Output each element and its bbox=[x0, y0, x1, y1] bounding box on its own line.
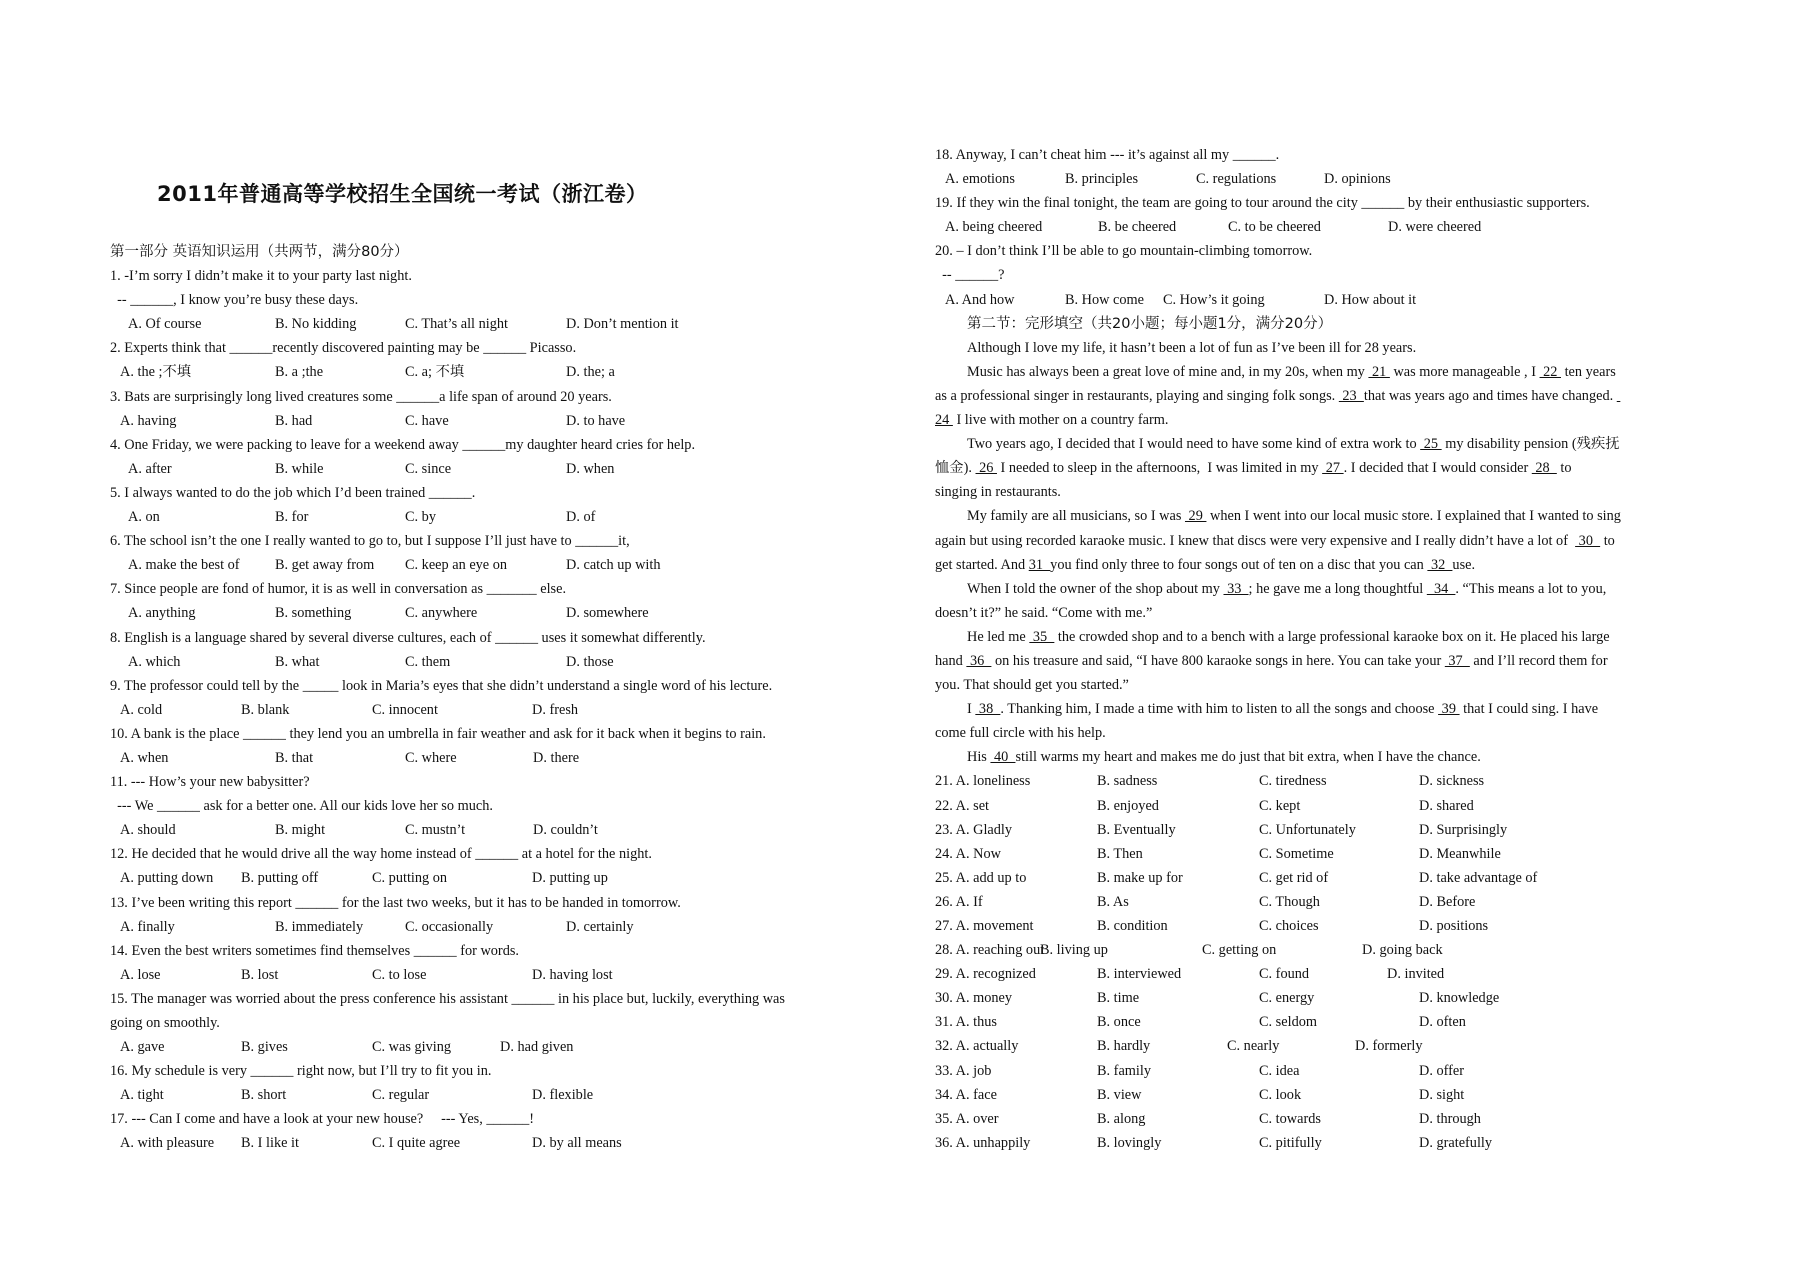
answer-option: B. interviewed bbox=[1097, 966, 1182, 983]
answer-option: C. was giving bbox=[372, 1039, 452, 1056]
right-questions bbox=[935, 143, 1735, 1155]
answer-option: B. family bbox=[1097, 1062, 1152, 1079]
answer-option: 25. A. add up to bbox=[935, 869, 1027, 886]
answer-option: C. seldom bbox=[1259, 1014, 1317, 1031]
answer-option: B. once bbox=[1097, 1014, 1141, 1031]
answer-options bbox=[935, 938, 1735, 962]
section-heading: 第二节：完形填空（共20小题；每小题1分，满分20分） bbox=[967, 315, 1333, 332]
question-line: 12. He decided that he would drive all the way home instead of ______ at a hotel for the night. bbox=[110, 846, 652, 863]
answer-option: B. hardly bbox=[1097, 1038, 1151, 1055]
answer-option: B. a ;the bbox=[275, 364, 324, 381]
answer-option: C. where bbox=[405, 749, 457, 766]
answer-option: B. along bbox=[1097, 1110, 1146, 1127]
answer-option: 27. A. movement bbox=[935, 918, 1034, 934]
answer-option: D. invited bbox=[1387, 966, 1445, 983]
passage-line: When I told the owner of the shop about my 33 ; he gave me a long thoughtful 34 . “This means a lot to you, bbox=[967, 580, 1607, 597]
answer-option: D. there bbox=[533, 749, 580, 766]
answer-option: C. How’s it going bbox=[1163, 291, 1265, 308]
answer-option: B. Then bbox=[1097, 845, 1143, 862]
answer-option: B. for bbox=[275, 509, 309, 526]
answer-option: B. while bbox=[275, 460, 324, 477]
answer-option: D. flexible bbox=[532, 1087, 594, 1104]
exam-title: 2011年普通高等学校招生全国统一考试（浙江卷） bbox=[157, 182, 648, 206]
answer-option: A. Of course bbox=[128, 316, 202, 333]
answer-option: D. How about it bbox=[1324, 291, 1417, 308]
answer-options bbox=[110, 312, 910, 336]
answer-option: D. couldn’t bbox=[533, 822, 598, 839]
question-line: 14. Even the best writers sometimes find themselves ______ for words. bbox=[110, 942, 519, 959]
passage-line: My family are all musicians, so I was 29 when I went into our local music store. I explained that I wanted to sing bbox=[967, 508, 1621, 525]
answer-option: A. being cheered bbox=[945, 219, 1043, 236]
answer-option: D. Before bbox=[1419, 893, 1476, 910]
answer-option: C. a; 不填 bbox=[405, 364, 465, 381]
answer-option: 26. A. If bbox=[935, 893, 983, 910]
question-line: 8. English is a language shared by several diverse cultures, each of ______ uses it somewhat differently. bbox=[110, 629, 706, 646]
answer-options bbox=[110, 409, 910, 433]
answer-option: D. going back bbox=[1362, 942, 1443, 959]
question-line: 2. Experts think that ______recently discovered painting may be ______ Picasso. bbox=[110, 340, 577, 357]
answer-option: B. No kidding bbox=[275, 316, 357, 333]
answer-option: C. regulations bbox=[1196, 171, 1277, 188]
answer-option: B. gives bbox=[241, 1039, 288, 1056]
answer-option: A. after bbox=[128, 460, 172, 477]
answer-option: 34. A. face bbox=[935, 1086, 997, 1103]
question-line: -- ______, I know you’re busy these days. bbox=[110, 292, 359, 309]
question-line: 17. --- Can I come and have a look at your new house? --- Yes, ______! bbox=[110, 1111, 535, 1128]
answer-option: D. of bbox=[566, 509, 596, 526]
answer-option: B. something bbox=[275, 605, 352, 622]
question-line: 3. Bats are surprisingly long lived creatures some ______a life span of around 20 years. bbox=[110, 388, 612, 405]
answer-options bbox=[935, 1034, 1735, 1058]
question-line: --- We ______ ask for a better one. All our kids love her so much. bbox=[110, 798, 493, 815]
answer-options bbox=[935, 890, 1735, 914]
answer-options bbox=[110, 1083, 910, 1107]
question-line: 20. – I don’t think I’ll be able to go mountain-climbing tomorrow. bbox=[935, 243, 1313, 260]
answer-option: C. them bbox=[405, 653, 451, 670]
answer-options bbox=[935, 1083, 1735, 1107]
answer-options bbox=[935, 962, 1735, 986]
answer-option: D. had given bbox=[500, 1039, 574, 1056]
answer-options bbox=[110, 1131, 910, 1155]
answer-option: D. to have bbox=[566, 412, 626, 429]
answer-options bbox=[110, 746, 910, 770]
answer-option: B. what bbox=[275, 653, 320, 670]
answer-option: B. make up for bbox=[1097, 869, 1183, 886]
answer-option: B. enjoyed bbox=[1097, 797, 1159, 814]
answer-option: D. somewhere bbox=[566, 605, 649, 622]
question-line: 18. Anyway, I can’t cheat him --- it’s against all my ______. bbox=[935, 147, 1280, 163]
question-line: doesn’t it?” he said. “Come with me.” bbox=[935, 604, 1153, 621]
answer-option: C. occasionally bbox=[405, 918, 494, 935]
answer-options bbox=[110, 553, 910, 577]
answer-option: C. get rid of bbox=[1259, 869, 1329, 886]
answer-option: A. tight bbox=[120, 1087, 164, 1104]
answer-option: 28. A. reaching out bbox=[935, 942, 1045, 959]
answer-option: D. having lost bbox=[532, 966, 613, 983]
answer-option: C. pitifully bbox=[1259, 1134, 1322, 1151]
question-line: Although I love my life, it hasn’t been a lot of fun as I’ve been ill for 28 years. bbox=[967, 339, 1417, 356]
answer-option: C. getting on bbox=[1202, 942, 1277, 959]
question-line: 13. I’ve been writing this report ______ for the last two weeks, but it has to be handed in tomorrow. bbox=[110, 894, 681, 911]
answer-option: 32. A. actually bbox=[935, 1038, 1019, 1055]
answer-option: C. look bbox=[1259, 1086, 1302, 1103]
answer-option: B. had bbox=[275, 412, 313, 429]
answer-option: C. to be cheered bbox=[1228, 219, 1321, 236]
answer-option: B. time bbox=[1097, 990, 1140, 1007]
answer-option: C. mustn’t bbox=[405, 822, 466, 839]
answer-option: 23. A. Gladly bbox=[935, 821, 1013, 838]
answer-option: 31. A. thus bbox=[935, 1014, 997, 1031]
answer-option: C. Unfortunately bbox=[1259, 821, 1356, 838]
answer-options bbox=[935, 1059, 1735, 1083]
passage-line: Two years ago, I decided that I would need to have some kind of extra work to 25 my disability pension (残疾抚 bbox=[967, 436, 1620, 453]
answer-options bbox=[110, 360, 910, 384]
answer-option: B. might bbox=[275, 822, 326, 839]
passage-line: 24 I live with mother on a country farm. bbox=[935, 412, 1169, 429]
passage-line: He led me 35 the crowded shop and to a bench with a large professional karaoke box on it. He placed his large bbox=[967, 628, 1610, 645]
passage-line: as a professional singer in restaurants, playing and singing folk songs. 23 that was years ago and times have changed. bbox=[935, 387, 1617, 404]
answer-option: D. when bbox=[566, 460, 615, 477]
question-line: going on smoothly. bbox=[110, 1015, 220, 1031]
answer-option: B. Eventually bbox=[1097, 821, 1176, 838]
answer-option: B. condition bbox=[1097, 918, 1168, 934]
answer-option: C. kept bbox=[1259, 797, 1301, 814]
answer-option: B. putting off bbox=[241, 870, 319, 887]
answer-options bbox=[935, 1010, 1735, 1034]
answer-option: A. anything bbox=[128, 605, 196, 622]
answer-option: A. lose bbox=[120, 966, 161, 983]
answer-option: C. putting on bbox=[372, 870, 448, 887]
passage-line: I 38 . Thanking him, I made a time with him to listen to all the songs and choose 39 that I could sing. I have bbox=[967, 701, 1599, 718]
answer-option: B. lost bbox=[241, 966, 279, 983]
question-line: 10. A bank is the place ______ they lend you an umbrella in fair weather and ask for it back when it begins to rain. bbox=[110, 725, 766, 742]
answer-option: C. since bbox=[405, 460, 452, 477]
answer-option: C. to lose bbox=[372, 966, 427, 983]
question-line: 7. Since people are fond of humor, it is as well in conversation as _______ else. bbox=[110, 581, 567, 598]
answer-options bbox=[110, 698, 910, 722]
question-line: 19. If they win the final tonight, the team are going to tour around the city ______ by their enthusiastic supporters. bbox=[935, 195, 1590, 212]
answer-option: B. be cheered bbox=[1098, 219, 1177, 236]
answer-option: C. have bbox=[405, 412, 449, 429]
answer-option: A. And how bbox=[945, 291, 1015, 308]
answer-option: A. putting down bbox=[120, 870, 214, 887]
question-line: 15. The manager was worried about the press conference his assistant ______ in his place but, luckily, everything was bbox=[110, 990, 785, 1007]
answer-options bbox=[935, 769, 1735, 793]
answer-options bbox=[935, 986, 1735, 1010]
answer-option: D. those bbox=[566, 653, 614, 670]
answer-options bbox=[110, 601, 910, 625]
answer-option: B. blank bbox=[241, 701, 290, 718]
answer-options bbox=[935, 167, 1735, 191]
answer-option: D. fresh bbox=[532, 701, 579, 718]
passage-line: again but using recorded karaoke music. I knew that discs were very expensive and I really didn’t have a lot of 30 to bbox=[935, 532, 1615, 549]
answer-option: B. short bbox=[241, 1087, 287, 1104]
answer-option: B. I like it bbox=[241, 1135, 299, 1152]
answer-option: D. putting up bbox=[532, 870, 608, 887]
answer-option: C. nearly bbox=[1227, 1038, 1280, 1055]
answer-option: D. often bbox=[1419, 1014, 1466, 1031]
right-column bbox=[935, 143, 1735, 1155]
question-line: 9. The professor could tell by the _____ look in Maria’s eyes that she didn’t understand a single word of his lecture. bbox=[110, 677, 773, 694]
answer-option: B. immediately bbox=[275, 918, 364, 935]
answer-option: A. should bbox=[120, 822, 176, 839]
answer-option: D. Meanwhile bbox=[1419, 845, 1501, 862]
answer-option: A. make the best of bbox=[128, 557, 240, 574]
answer-option: A. which bbox=[128, 653, 181, 670]
left-questions bbox=[110, 264, 910, 1155]
passage-line: 恤金). 26 I needed to sleep in the afternoons, I was limited in my 27 . I decided that I would consider 28 to bbox=[935, 460, 1572, 477]
answer-option: 24. A. Now bbox=[935, 845, 1001, 862]
passage-line: His 40 still warms my heart and makes me do just that bit extra, when I have the chance. bbox=[967, 749, 1481, 766]
answer-option: B. As bbox=[1097, 893, 1129, 910]
answer-option: D. take advantage of bbox=[1419, 869, 1538, 886]
answer-option: D. the; a bbox=[566, 364, 615, 381]
answer-options bbox=[935, 794, 1735, 818]
answer-option: A. with pleasure bbox=[120, 1135, 215, 1152]
answer-options bbox=[935, 818, 1735, 842]
answer-option: D. offer bbox=[1419, 1062, 1464, 1079]
answer-option: A. gave bbox=[120, 1039, 165, 1056]
answer-option: D. were cheered bbox=[1388, 219, 1482, 236]
answer-option: B. get away from bbox=[275, 557, 375, 574]
answer-options bbox=[935, 914, 1735, 938]
answer-option: 33. A. job bbox=[935, 1062, 992, 1079]
question-line: 5. I always wanted to do the job which I’d been trained ______. bbox=[110, 484, 476, 501]
answer-option: C. I quite agree bbox=[372, 1135, 461, 1152]
answer-option: D. Don’t mention it bbox=[566, 316, 679, 333]
answer-option: A. the ;不填 bbox=[120, 364, 192, 381]
answer-options bbox=[935, 288, 1735, 312]
passage-line: hand 36 on his treasure and said, “I have 800 karaoke songs in here. You can take your 37 and I’ll record them for bbox=[935, 652, 1608, 669]
answer-options bbox=[110, 650, 910, 674]
answer-option: C. by bbox=[405, 509, 436, 526]
question-line: 1. -I’m sorry I didn’t make it to your party last night. bbox=[110, 268, 412, 285]
answer-option: C. idea bbox=[1259, 1062, 1300, 1079]
answer-option: 29. A. recognized bbox=[935, 966, 1036, 983]
answer-options bbox=[110, 818, 910, 842]
answer-option: C. found bbox=[1259, 966, 1310, 983]
answer-option: C. Sometime bbox=[1259, 845, 1334, 862]
answer-options bbox=[110, 505, 910, 529]
answer-options bbox=[935, 215, 1735, 239]
question-line: 6. The school isn’t the one I really wanted to go to, but I suppose I’ll just have to ______it, bbox=[110, 533, 630, 550]
answer-option: D. by all means bbox=[532, 1135, 622, 1152]
answer-option: 30. A. money bbox=[935, 990, 1013, 1007]
answer-option: B. that bbox=[275, 749, 314, 766]
answer-option: A. when bbox=[120, 749, 169, 766]
question-line: 11. --- How’s your new babysitter? bbox=[110, 774, 310, 791]
question-line: come full circle with his help. bbox=[935, 725, 1106, 742]
passage-line: get started. And 31 you find only three to four songs out of ten on a disc that you can 32 use. bbox=[935, 556, 1476, 573]
answer-option: B. sadness bbox=[1097, 773, 1158, 790]
answer-option: 35. A. over bbox=[935, 1110, 999, 1127]
answer-option: 22. A. set bbox=[935, 797, 990, 814]
answer-option: C. tiredness bbox=[1259, 773, 1327, 790]
answer-option: C. keep an eye on bbox=[405, 557, 508, 574]
section-heading: 第一部分 英语知识运用（共两节，满分80分） bbox=[110, 244, 409, 260]
question-line: 4. One Friday, we were packing to leave for a weekend away ______my daughter heard cries for help. bbox=[110, 436, 696, 453]
answer-option: B. living up bbox=[1040, 942, 1108, 959]
answer-option: D. formerly bbox=[1355, 1038, 1423, 1055]
answer-option: A. finally bbox=[120, 918, 175, 935]
answer-option: C. Though bbox=[1259, 893, 1320, 910]
answer-option: B. view bbox=[1097, 1086, 1142, 1103]
answer-option: B. How come bbox=[1065, 291, 1145, 308]
answer-option: A. on bbox=[128, 509, 160, 526]
answer-options bbox=[110, 457, 910, 481]
answer-option: C. towards bbox=[1259, 1110, 1321, 1127]
answer-options bbox=[110, 866, 910, 890]
answer-options bbox=[110, 915, 910, 939]
answer-option: 36. A. unhappily bbox=[935, 1134, 1031, 1151]
answer-option: D. shared bbox=[1419, 797, 1474, 814]
answer-option: A. cold bbox=[120, 701, 163, 718]
answer-options bbox=[110, 1035, 910, 1059]
answer-option: D. knowledge bbox=[1419, 990, 1500, 1007]
answer-options bbox=[935, 1107, 1735, 1131]
question-line: you. That should get you started.” bbox=[935, 677, 1129, 694]
answer-options bbox=[110, 963, 910, 987]
answer-option: D. positions bbox=[1419, 918, 1489, 934]
answer-option: D. certainly bbox=[566, 918, 634, 935]
question-line: -- ______? bbox=[935, 267, 1005, 284]
answer-option: C. That’s all night bbox=[405, 316, 508, 333]
answer-option: D. Surprisingly bbox=[1419, 821, 1508, 838]
left-column bbox=[110, 240, 910, 1156]
answer-option: C. energy bbox=[1259, 990, 1315, 1007]
answer-option: C. innocent bbox=[372, 701, 438, 718]
answer-option: D. sickness bbox=[1419, 773, 1485, 790]
answer-option: C. regular bbox=[372, 1087, 430, 1104]
question-line: singing in restaurants. bbox=[935, 484, 1061, 501]
answer-option: C. choices bbox=[1259, 918, 1319, 934]
answer-option: D. catch up with bbox=[566, 557, 661, 574]
answer-option: D. opinions bbox=[1324, 171, 1391, 188]
answer-option: A. having bbox=[120, 412, 177, 429]
answer-option: 21. A. loneliness bbox=[935, 773, 1031, 790]
answer-option: B. lovingly bbox=[1097, 1134, 1162, 1151]
answer-option: D. through bbox=[1419, 1110, 1481, 1127]
passage-line: Music has always been a great love of mine and, in my 20s, when my 21 was more manageable , I 22 ten years bbox=[967, 363, 1616, 380]
answer-option: B. principles bbox=[1065, 171, 1139, 188]
question-line: 16. My schedule is very ______ right now, but I’ll try to fit you in. bbox=[110, 1063, 492, 1080]
answer-option: D. gratefully bbox=[1419, 1134, 1493, 1151]
answer-option: C. anywhere bbox=[405, 605, 478, 622]
answer-options bbox=[935, 1131, 1735, 1155]
answer-options bbox=[935, 866, 1735, 890]
answer-option: A. emotions bbox=[945, 171, 1015, 188]
answer-options bbox=[935, 842, 1735, 866]
answer-option: D. sight bbox=[1419, 1086, 1465, 1103]
